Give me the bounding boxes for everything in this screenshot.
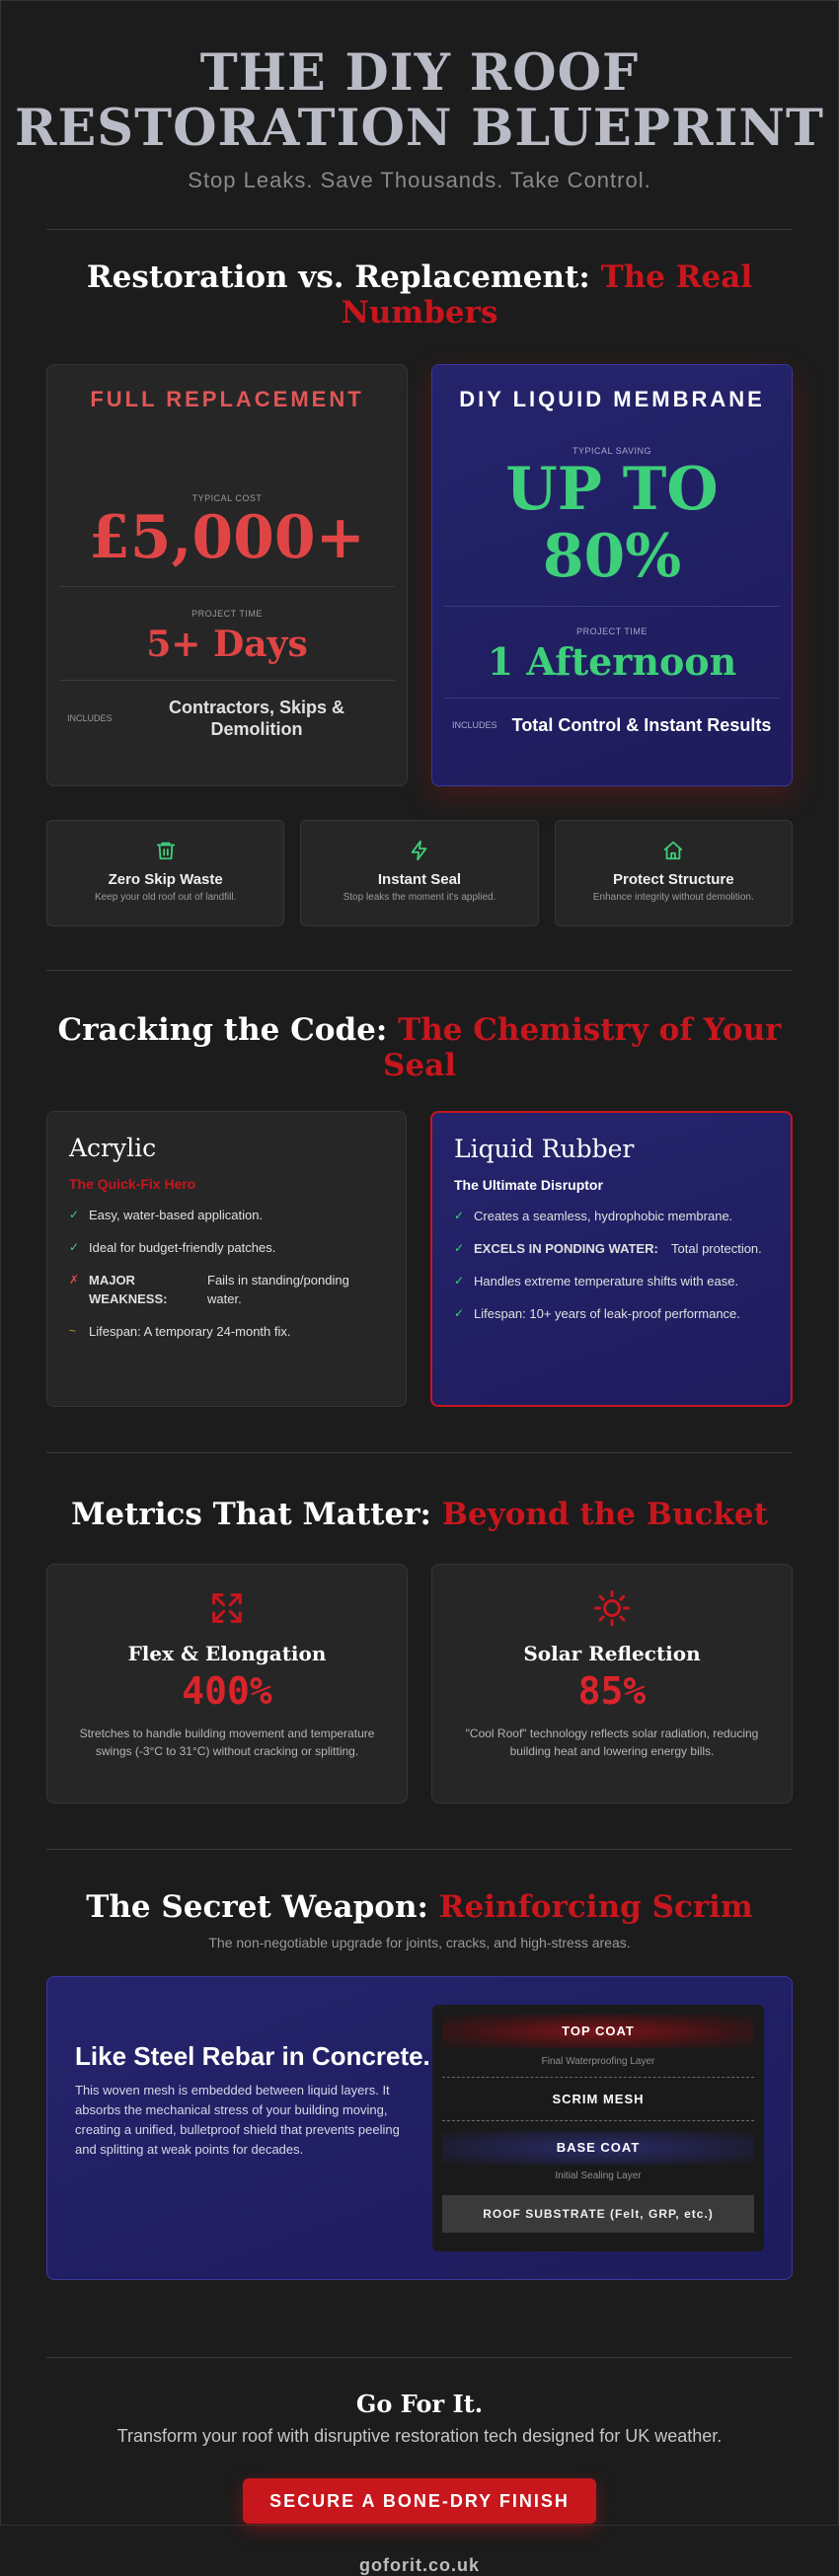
includes-row <box>47 697 407 740</box>
benefit-desc: Keep your old roof out of landfill. <box>94 892 237 903</box>
cost-value: £5,000+ <box>89 503 365 572</box>
list-item <box>454 1239 769 1258</box>
diy-heading: DIY LIQUID MEMBRANE <box>459 387 765 411</box>
diy-card <box>431 364 793 786</box>
expand-icon <box>47 1588 407 1628</box>
layer-substrate: ROOF SUBSTRATE (Felt, GRP, etc.) <box>442 2195 754 2233</box>
metric-card <box>46 1564 408 1803</box>
home-icon <box>556 839 792 862</box>
metric-desc: "Cool Roof" technology reflects solar radiation, reducing building heat and lowering energy bills. <box>465 1727 759 1758</box>
scrim-card <box>46 1976 793 2280</box>
dashed-divider <box>442 2120 754 2121</box>
layer-stack-diagram <box>432 2005 764 2251</box>
list-item <box>69 1322 384 1341</box>
layer-base-coat: BASE COAT <box>442 2131 754 2165</box>
time-label: PROJECT TIME <box>191 609 263 619</box>
comparison-title <box>46 259 793 331</box>
metric-desc: Stretches to handle building movement and temperature swings (-3°C to 31°C) without cracking or splitting. <box>79 1727 375 1758</box>
acrylic-title: Acrylic <box>69 1134 157 1162</box>
benefit-card <box>300 820 538 926</box>
cross-icon: ✗ <box>69 1273 80 1287</box>
scrim-subtitle: The non-negotiable upgrade for joints, cracks, and high-stress areas. <box>208 1935 631 1950</box>
cta-title: Go For It. <box>355 2390 484 2418</box>
check-icon: ✓ <box>69 1208 80 1221</box>
comparison-section <box>46 259 793 926</box>
list-item <box>454 1207 769 1225</box>
cost-label: TYPICAL COST <box>191 493 263 503</box>
title-line-1: THE DIY ROOF <box>199 43 640 103</box>
includes-row <box>432 714 792 736</box>
rubber-tag: The Ultimate Disruptor <box>454 1177 603 1193</box>
benefit-title: Protect Structure <box>613 871 734 888</box>
scrim-section <box>46 1889 793 2280</box>
card-divider <box>444 698 780 699</box>
rubber-list <box>454 1207 769 1323</box>
includes-label: INCLUDES <box>452 720 497 730</box>
metric-title: Solar Reflection <box>523 1642 701 1665</box>
item-text: Ideal for budget-friendly patches. <box>89 1240 276 1255</box>
item-text: Lifespan: A temporary 24-month fix. <box>89 1324 291 1339</box>
item-text: Easy, water-based application. <box>89 1208 264 1222</box>
chemistry-section <box>46 1012 793 1407</box>
chemistry-title-accent: The Chemistry of Your Seal <box>383 1012 782 1083</box>
metrics-title-accent: Beyond the Bucket <box>441 1497 768 1532</box>
comparison-title-main: Restoration vs. Replacement: <box>86 259 590 295</box>
rubber-title: Liquid Rubber <box>454 1135 635 1163</box>
metrics-title-main: Metrics That Matter: <box>71 1497 431 1532</box>
replacement-card <box>46 364 408 786</box>
scrim-copy <box>75 2005 432 2251</box>
metric-value: 85% <box>577 1669 647 1713</box>
check-icon: ✓ <box>454 1241 465 1255</box>
card-divider <box>444 606 780 607</box>
benefit-card <box>46 820 284 926</box>
item-text: Lifespan: 10+ years of leak-proof performance. <box>474 1306 740 1321</box>
rubber-card <box>430 1111 793 1407</box>
check-icon: ✓ <box>454 1306 465 1320</box>
page-subtitle: Stop Leaks. Save Thousands. Take Control. <box>188 168 651 192</box>
chemistry-title-main: Cracking the Code: <box>57 1012 388 1048</box>
footer-section <box>46 2390 793 2576</box>
dashed-divider <box>442 2077 754 2078</box>
check-icon: ✓ <box>69 1240 80 1254</box>
metric-value: 400% <box>182 1669 272 1713</box>
item-text: Total protection. <box>671 1241 762 1256</box>
saving-value <box>432 456 792 590</box>
acrylic-list <box>69 1206 384 1341</box>
scrim-heading: Like Steel Rebar in Concrete. <box>75 2041 430 2071</box>
cta-button[interactable]: SECURE A BONE-DRY FINISH <box>243 2478 596 2524</box>
scrim-title-main: The Secret Weapon: <box>86 1889 428 1925</box>
check-icon: ✓ <box>454 1209 465 1222</box>
time-value: 5+ Days <box>146 624 308 665</box>
benefit-desc: Stop leaks the moment it's applied. <box>343 892 496 903</box>
item-text: Handles extreme temperature shifts with ease. <box>474 1274 739 1288</box>
item-bold: EXCELS IN PONDING WATER: <box>474 1241 658 1256</box>
check-icon: ✓ <box>454 1274 465 1288</box>
metric-title: Flex & Elongation <box>127 1642 327 1665</box>
list-item <box>454 1272 769 1290</box>
cta-subtitle: Transform your roof with disruptive restoration tech designed for UK weather. <box>116 2426 723 2446</box>
metric-card <box>431 1564 793 1803</box>
title-line-2: RESTORATION BLUEPRINT <box>15 99 824 158</box>
item-bold: MAJOR WEAKNESS: <box>89 1273 168 1306</box>
layer-top-coat-desc: Final Waterproofing Layer <box>541 2056 655 2067</box>
scrim-body: This woven mesh is embedded between liquid layers. It absorbs the mechanical stress of your building moving, creating a unified, bulletproof shield that prevents peeling and splitting at weak points for decades. <box>75 2083 400 2157</box>
lightning-icon <box>301 839 537 862</box>
metrics-section <box>46 1497 793 1803</box>
sun-icon <box>432 1588 792 1628</box>
layer-top-coat: TOP COAT <box>442 2015 754 2048</box>
benefit-title: Instant Seal <box>377 871 462 888</box>
item-text: Creates a seamless, hydrophobic membrane. <box>474 1209 733 1223</box>
scrim-title-accent: Reinforcing Scrim <box>438 1889 753 1925</box>
list-item <box>69 1271 384 1308</box>
list-item <box>454 1304 769 1323</box>
item-text: Fails in standing/ponding water. <box>207 1273 349 1306</box>
benefit-title: Zero Skip Waste <box>108 871 223 888</box>
includes-label: INCLUDES <box>67 713 113 723</box>
metrics-title <box>46 1497 793 1532</box>
acrylic-card <box>46 1111 407 1407</box>
chemistry-title <box>46 1012 793 1083</box>
layer-base-coat-desc: Initial Sealing Layer <box>555 2171 642 2181</box>
list-item <box>69 1238 384 1257</box>
acrylic-tag: The Quick-Fix Hero <box>69 1176 196 1192</box>
saving-line-2: 80% <box>542 522 682 591</box>
scrim-title <box>46 1889 793 1925</box>
includes-value: Total Control & Instant Results <box>511 715 772 735</box>
layer-scrim-mesh: SCRIM MESH <box>552 2092 645 2106</box>
card-divider <box>59 586 395 587</box>
benefits-row <box>46 820 793 926</box>
trash-icon <box>47 839 283 862</box>
site-url[interactable]: goforit.co.uk <box>359 2555 480 2575</box>
comparison-title-accent: The Real Numbers <box>341 259 753 331</box>
benefit-card <box>555 820 793 926</box>
tilde-icon: ~ <box>69 1324 77 1338</box>
includes-value: Contractors, Skips & Demolition <box>168 698 345 739</box>
time-value: 1 Afternoon <box>487 639 737 684</box>
time-label: PROJECT TIME <box>576 626 648 636</box>
saving-label: TYPICAL SAVING <box>572 446 652 456</box>
benefit-desc: Enhance integrity without demolition. <box>592 892 754 903</box>
saving-line-1: UP TO <box>505 455 719 524</box>
replacement-heading: FULL REPLACEMENT <box>90 387 364 411</box>
list-item <box>69 1206 384 1224</box>
card-divider <box>59 680 395 681</box>
